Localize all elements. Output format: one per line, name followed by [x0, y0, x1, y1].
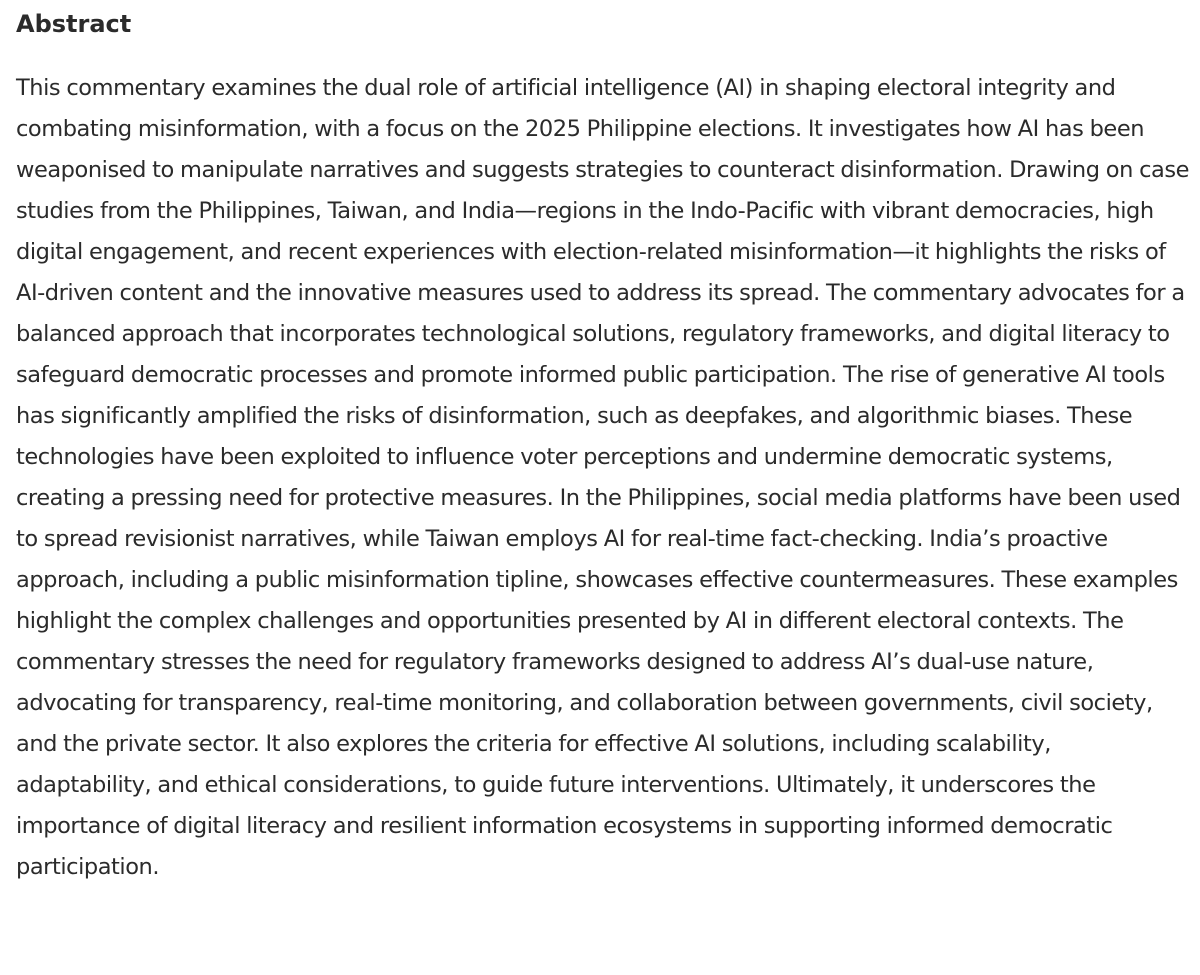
abstract-section — [16, 0, 1192, 888]
abstract-heading: Abstract — [16, 10, 132, 38]
abstract-body: This commentary examines the dual role of artificial intelligence (AI) in shaping electoral integrity and combating misinformation, with a focus on the 2025 Philippine elections. It investigates how AI has been weaponised to manipulate narratives and suggests strategies to counteract disinformation. Drawing on case studies from the Philippines, Taiwan, and India—regions in the Indo-Pacific with vibrant democracies, high digital engagement, and recent experiences with election-related misinformation—it highlights the risks of AI-driven content and the innovative measures used to address its spread. The commentary advocates for a balanced approach that incorporates technological solutions, regulatory frameworks, and digital literacy to safeguard democratic processes and promote informed public participation. The rise of generative AI tools has significantly amplified the risks of disinformation, such as deepfakes, and algorithmic biases. These technologies have been exploited to influence voter perceptions and undermine democratic systems, creating a pressing need for protective measures. In the Philippines, social media platforms have been used to spread revisionist narratives, while Taiwan employs AI for real-time fact-checking. India’s proactive approach, including a public misinformation tipline, showcases effective countermeasures. These examples highlight the complex challenges and opportunities presented by AI in different electoral contexts. The commentary stresses the need for regulatory frameworks designed to address AI’s dual-use nature, advocating for transparency, real-time monitoring, and collaboration between governments, civil society, and the private sector. It also explores the criteria for effective AI solutions, including scalability, adaptability, and ethical considerations, to guide future interventions. Ultimately, it underscores the importance of digital literacy and resilient information ecosystems in supporting informed democratic participation. — [16, 75, 1190, 880]
